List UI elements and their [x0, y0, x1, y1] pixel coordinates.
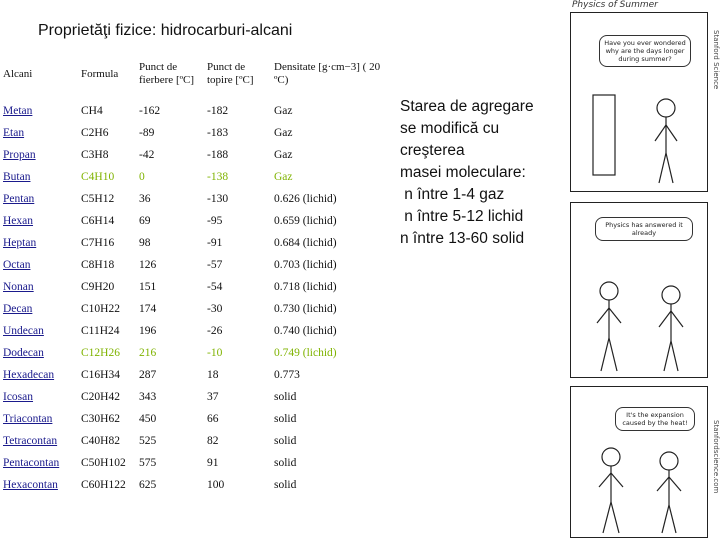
table-cell: 0.684 (lichid) — [270, 232, 393, 254]
table-cell: C60H122 — [77, 474, 135, 496]
alkane-name-cell — [1, 144, 77, 166]
table-row — [1, 122, 393, 144]
table-cell: 0.730 (lichid) — [270, 298, 393, 320]
table-row — [1, 144, 393, 166]
table-cell: C50H102 — [77, 452, 135, 474]
table-cell: solid — [270, 452, 393, 474]
table-cell: 98 — [135, 232, 203, 254]
stick-figures-icon — [571, 203, 707, 377]
table-cell: 82 — [203, 430, 270, 452]
slide-title: Proprietăţi fizice: hidrocarburi-alcani — [38, 22, 293, 39]
table-cell: -91 — [203, 232, 270, 254]
table-row — [1, 474, 393, 496]
table-cell: CH4 — [77, 100, 135, 122]
note-line: n între 1-4 gaz — [400, 186, 505, 203]
comic-title: Physics of Summer — [572, 0, 658, 10]
alkane-name-cell — [1, 210, 77, 232]
note-line: Starea de agregare — [400, 98, 534, 115]
comic-panel-3 — [570, 386, 708, 538]
alkane-name-cell — [1, 342, 77, 364]
table-cell: -182 — [203, 100, 270, 122]
alkane-link[interactable]: Etan — [3, 126, 25, 139]
alkane-name-cell — [1, 188, 77, 210]
table-cell: 575 — [135, 452, 203, 474]
stick-figures-icon — [571, 387, 707, 537]
column-header: Punct de topire [ºC] — [203, 49, 270, 100]
table-cell: 0.773 — [270, 364, 393, 386]
table-cell: 0.703 (lichid) — [270, 254, 393, 276]
alkane-link[interactable]: Triacontan — [3, 412, 53, 425]
table-cell: 151 — [135, 276, 203, 298]
table-cell: -26 — [203, 320, 270, 342]
stick-figures-icon — [571, 13, 707, 191]
table-row — [1, 210, 393, 232]
table-cell: C6H14 — [77, 210, 135, 232]
table-cell: -57 — [203, 254, 270, 276]
note-line: se modifică cu — [400, 120, 500, 137]
alkane-link[interactable]: Hexadecan — [3, 368, 55, 381]
table-cell: C9H20 — [77, 276, 135, 298]
table-cell: -138 — [203, 166, 270, 188]
alkane-name-cell — [1, 452, 77, 474]
table-cell: Gaz — [270, 122, 393, 144]
table-row — [1, 364, 393, 386]
note-line: masei moleculare: — [400, 164, 526, 181]
table-cell: C7H16 — [77, 232, 135, 254]
note-line: creşterea — [400, 142, 465, 159]
table-cell: 100 — [203, 474, 270, 496]
speech-bubble-2: Physics has answered it already — [595, 217, 693, 241]
table-cell: 343 — [135, 386, 203, 408]
alkane-name-cell — [1, 474, 77, 496]
alkane-link[interactable]: Dodecan — [3, 346, 44, 359]
table-cell: -54 — [203, 276, 270, 298]
table-cell: C10H22 — [77, 298, 135, 320]
column-header: Alcani — [1, 49, 77, 100]
alkane-link[interactable]: Heptan — [3, 236, 37, 249]
table-cell: C8H18 — [77, 254, 135, 276]
table-cell: -130 — [203, 188, 270, 210]
table-cell: -183 — [203, 122, 270, 144]
comic-caption-bottom: Stanfordscience.com — [712, 420, 720, 494]
table-cell: -188 — [203, 144, 270, 166]
table-cell: 0.718 (lichid) — [270, 276, 393, 298]
table-cell: 287 — [135, 364, 203, 386]
table-row — [1, 452, 393, 474]
physics-of-summer-comic — [568, 0, 720, 540]
table-cell: Gaz — [270, 144, 393, 166]
table-row — [1, 276, 393, 298]
table-cell: C2H6 — [77, 122, 135, 144]
table-row — [1, 408, 393, 430]
table-cell: C4H10 — [77, 166, 135, 188]
alkane-link[interactable]: Hexacontan — [3, 478, 58, 491]
column-header: Punct de fierbere [ºC] — [135, 49, 203, 100]
table-cell: -42 — [135, 144, 203, 166]
alkane-link[interactable]: Pentan — [3, 192, 35, 205]
table-row — [1, 320, 393, 342]
alkane-name-cell — [1, 408, 77, 430]
comic-panel-1 — [570, 12, 708, 192]
table-cell: 174 — [135, 298, 203, 320]
table-cell: 0.749 (lichid) — [270, 342, 393, 364]
speech-bubble-1: Have you ever wondered why are the days longer during summer? — [599, 35, 691, 67]
table-cell: 0.740 (lichid) — [270, 320, 393, 342]
alkane-link[interactable]: Undecan — [3, 324, 44, 337]
table-cell: 66 — [203, 408, 270, 430]
alkane-name-cell — [1, 386, 77, 408]
table-cell: 37 — [203, 386, 270, 408]
alkane-name-cell — [1, 276, 77, 298]
table-cell: Gaz — [270, 100, 393, 122]
table-cell: 525 — [135, 430, 203, 452]
alkane-name-cell — [1, 430, 77, 452]
table-row — [1, 298, 393, 320]
table-row — [1, 166, 393, 188]
table-cell: -89 — [135, 122, 203, 144]
comic-panel-2 — [570, 202, 708, 378]
table-row — [1, 430, 393, 452]
table-cell: Gaz — [270, 166, 393, 188]
alkane-name-cell — [1, 320, 77, 342]
table-cell: 36 — [135, 188, 203, 210]
table-cell: C11H24 — [77, 320, 135, 342]
table-cell: -162 — [135, 100, 203, 122]
alkane-link[interactable]: Icosan — [3, 390, 34, 403]
table-cell: 18 — [203, 364, 270, 386]
table-cell: solid — [270, 474, 393, 496]
table-cell: C30H62 — [77, 408, 135, 430]
comic-caption-top: Stanford Science — [712, 30, 720, 90]
table-row — [1, 254, 393, 276]
alkane-link[interactable]: Butan — [3, 170, 31, 183]
alkane-name-cell — [1, 166, 77, 188]
note-line: n între 5-12 lichid — [400, 208, 524, 225]
table-row — [1, 342, 393, 364]
alkane-name-cell — [1, 254, 77, 276]
table-cell: 625 — [135, 474, 203, 496]
speech-bubble-3: It's the expansion caused by the heat! — [615, 407, 695, 431]
table-cell: C5H12 — [77, 188, 135, 210]
agregation-state-note — [400, 96, 570, 250]
alkane-link[interactable]: Octan — [3, 258, 31, 271]
alkane-link[interactable]: Nonan — [3, 280, 34, 293]
table-cell: -10 — [203, 342, 270, 364]
alkane-name-cell — [1, 364, 77, 386]
table-cell: 126 — [135, 254, 203, 276]
alkane-link[interactable]: Metan — [3, 104, 33, 117]
table-cell: 69 — [135, 210, 203, 232]
alkane-link[interactable]: Propan — [3, 148, 36, 161]
table-cell: C16H34 — [77, 364, 135, 386]
table-cell: C20H42 — [77, 386, 135, 408]
table-row — [1, 188, 393, 210]
table-header-row — [1, 49, 393, 100]
table-cell: 0 — [135, 166, 203, 188]
alkane-name-cell — [1, 298, 77, 320]
table-cell: 0.659 (lichid) — [270, 210, 393, 232]
table-cell: -30 — [203, 298, 270, 320]
table-cell: -95 — [203, 210, 270, 232]
alkane-link[interactable]: Hexan — [3, 214, 34, 227]
note-line: n între 13-60 solid — [400, 230, 525, 247]
table-cell: 196 — [135, 320, 203, 342]
table-cell: 450 — [135, 408, 203, 430]
table-cell: C40H82 — [77, 430, 135, 452]
column-header: Densitate [g·cm−3] ( 20 ºC) — [270, 49, 393, 100]
alkane-link[interactable]: Pentacontan — [3, 456, 60, 469]
table-cell: solid — [270, 386, 393, 408]
alkane-name-cell — [1, 122, 77, 144]
table-cell: solid — [270, 430, 393, 452]
alkane-link[interactable]: Tetracontan — [3, 434, 58, 447]
table-row — [1, 386, 393, 408]
table-cell: solid — [270, 408, 393, 430]
table-row — [1, 232, 393, 254]
table-cell: C3H8 — [77, 144, 135, 166]
table-cell: 216 — [135, 342, 203, 364]
table-cell: C12H26 — [77, 342, 135, 364]
alkane-name-cell — [1, 100, 77, 122]
table-cell: 91 — [203, 452, 270, 474]
alkanes-table — [0, 48, 393, 496]
alkane-link[interactable]: Decan — [3, 302, 33, 315]
table-row — [1, 100, 393, 122]
table-cell: 0.626 (lichid) — [270, 188, 393, 210]
column-header: Formula — [77, 49, 135, 100]
alkane-name-cell — [1, 232, 77, 254]
